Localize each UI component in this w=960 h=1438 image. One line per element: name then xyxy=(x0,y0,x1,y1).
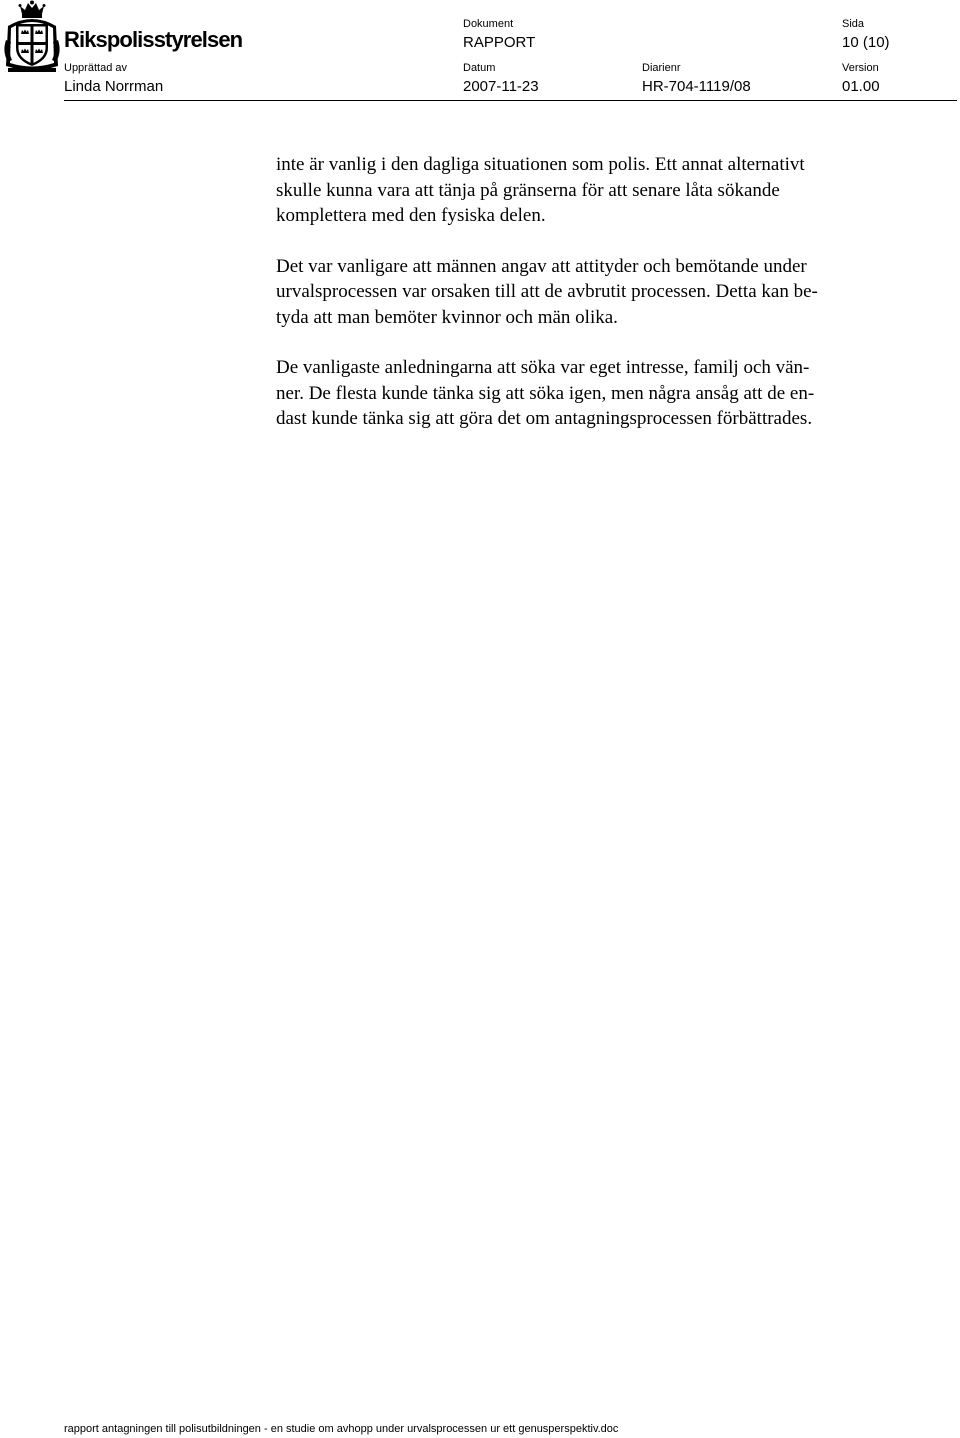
date-label: Datum xyxy=(463,62,496,74)
coat-of-arms-icon xyxy=(2,0,62,76)
page-label: Sida xyxy=(842,18,865,30)
document-body xyxy=(276,152,916,457)
body-paragraph: Det var vanligare att männen angav att attityder och bemötande under urvalsprocessen var orsaken till att de avbrutit processen. Detta kan be- tyda att man bemöter kvinnor och män olika. xyxy=(276,255,818,328)
author-label: Upprättad av xyxy=(64,62,127,74)
body-paragraph: inte är vanlig i den dagliga situationen som polis. Ett annat alternativt skulle kunna vara att tänja på gränserna för att senare låta sökande komplettera med den fysiska delen. xyxy=(276,154,805,226)
body-paragraph: De vanligaste anledningarna att söka var eget intresse, familj och vän- ner. De flesta kunde tänka sig att söka igen, men några ansåg att de en- dast kunde tänka sig att göra det om antagningsprocessen förbättrades. xyxy=(276,357,815,429)
author-value: Linda Norrman xyxy=(64,78,164,95)
registration-number-label: Diarienr xyxy=(642,62,681,74)
date-value: 2007-11-23 xyxy=(463,78,539,95)
header-divider xyxy=(64,100,957,101)
registration-number-value: HR-704-1119/08 xyxy=(642,78,751,95)
organization-name: Rikspolisstyrelsen xyxy=(64,27,243,52)
version-value: 01.00 xyxy=(842,78,880,95)
version-label: Version xyxy=(842,62,879,74)
document-value: RAPPORT xyxy=(463,34,536,51)
document-label: Dokument xyxy=(463,18,514,30)
page-value: 10 (10) xyxy=(842,34,890,51)
footer-filename: rapport antagningen till polisutbildningen - en studie om avhopp under urvalsprocessen ur ett genusperspektiv.doc xyxy=(64,1423,619,1435)
